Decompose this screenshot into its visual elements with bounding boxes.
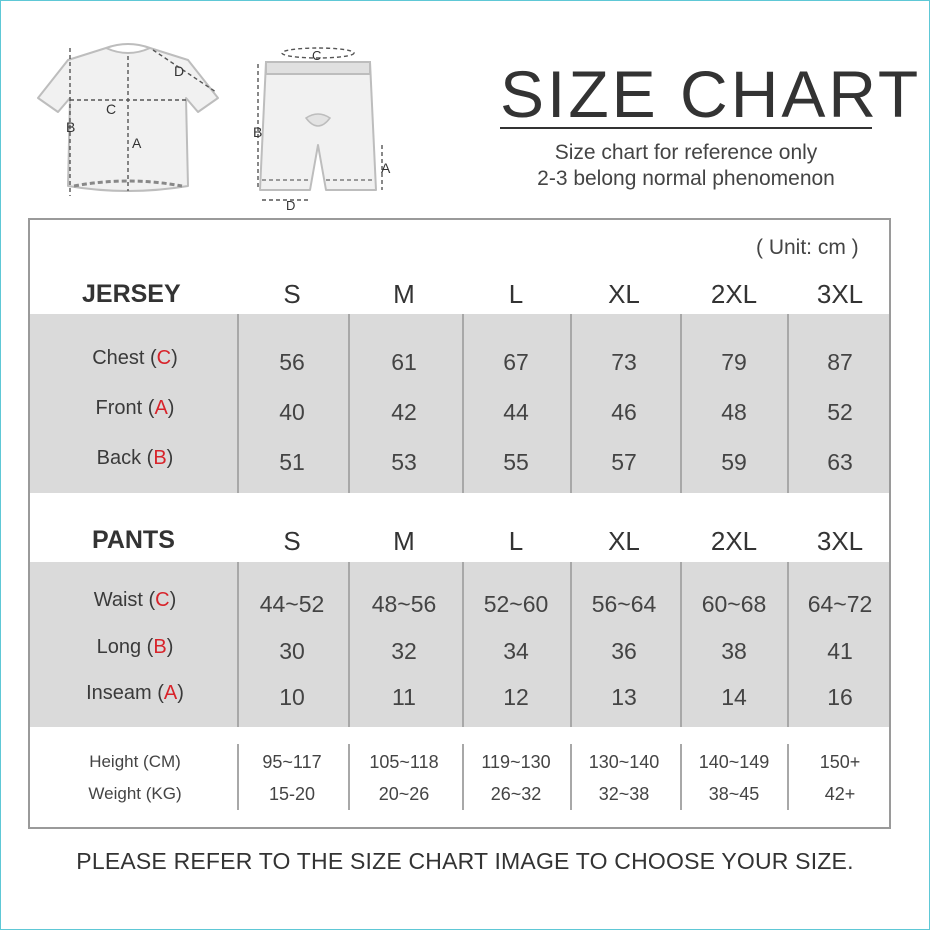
shorts-label-c: C bbox=[312, 48, 322, 63]
shorts-label-a: A bbox=[381, 160, 391, 176]
jersey-label-c: C bbox=[106, 101, 117, 117]
measure-code: A bbox=[163, 682, 178, 704]
footer-note: PLEASE REFER TO THE SIZE CHART IMAGE TO CHOOSE YOUR SIZE. bbox=[76, 848, 854, 874]
jersey-size-header: 2XL bbox=[710, 279, 758, 309]
pants-size-header: 2XL bbox=[710, 526, 758, 556]
jersey-label-b: B bbox=[66, 119, 76, 135]
jersey-cell: 52 bbox=[827, 399, 853, 425]
height-cell: 119~130 bbox=[481, 752, 551, 772]
jersey-cell: 53 bbox=[391, 449, 417, 475]
jersey-cell: 42 bbox=[391, 399, 417, 425]
jersey-row-label bbox=[55, 397, 215, 420]
pants-cell: 30 bbox=[279, 638, 305, 664]
height-cell: 105~118 bbox=[369, 752, 439, 772]
jersey-size-header: 3XL bbox=[816, 279, 864, 309]
pants-cell: 36 bbox=[611, 638, 637, 664]
height-label: Height (CM) bbox=[89, 752, 181, 771]
jersey-cell: 56 bbox=[279, 349, 305, 375]
jersey-cell: 46 bbox=[611, 399, 637, 425]
pants-cell: 41 bbox=[827, 638, 853, 664]
pants-cell: 38 bbox=[721, 638, 747, 664]
measure-code: C bbox=[155, 589, 170, 611]
row-label-text: Waist ( bbox=[93, 589, 156, 611]
pants-cell: 14 bbox=[721, 684, 747, 710]
jersey-cell: 73 bbox=[611, 349, 637, 375]
row-label-text: Back ( bbox=[96, 447, 154, 469]
jersey-diagram bbox=[28, 36, 228, 206]
pants-cell: 10 bbox=[279, 684, 305, 710]
jersey-cell: 40 bbox=[279, 399, 305, 425]
height-cell: 140~149 bbox=[698, 752, 770, 772]
jersey-size-header: XL bbox=[608, 279, 640, 309]
pants-cell: 56~64 bbox=[591, 591, 657, 617]
row-label-close: ) bbox=[169, 589, 177, 611]
measure-code: B bbox=[153, 636, 167, 658]
height-cell: 95~117 bbox=[262, 752, 322, 772]
jersey-label-a: A bbox=[132, 135, 142, 151]
pants-cell: 32 bbox=[391, 638, 417, 664]
measure-code: A bbox=[154, 397, 168, 419]
measure-code: B bbox=[153, 447, 167, 469]
pants-header: PANTS bbox=[92, 526, 175, 554]
pants-size-header: XL bbox=[608, 526, 640, 556]
measure-code: C bbox=[156, 347, 172, 369]
row-label-close: ) bbox=[167, 397, 175, 419]
jersey-label-d: D bbox=[174, 63, 185, 79]
jersey-size-header: S bbox=[283, 279, 301, 309]
jersey-cell: 44 bbox=[503, 399, 529, 425]
weight-cell: 42+ bbox=[824, 784, 856, 804]
title-divider bbox=[500, 127, 872, 129]
row-label-close: ) bbox=[166, 447, 174, 469]
jersey-cell: 57 bbox=[611, 449, 637, 475]
weight-cell: 26~32 bbox=[490, 784, 542, 804]
unit-label: ( Unit: cm ) bbox=[756, 236, 859, 259]
height-cell: 130~140 bbox=[588, 752, 660, 772]
row-label-close: ) bbox=[177, 682, 184, 704]
jersey-cell: 87 bbox=[827, 349, 853, 375]
jersey-cell: 55 bbox=[503, 449, 529, 475]
row-label-text: Inseam ( bbox=[86, 682, 164, 704]
pants-cell: 11 bbox=[392, 684, 416, 710]
jersey-cell: 63 bbox=[827, 449, 853, 475]
pants-cell: 60~68 bbox=[701, 591, 767, 617]
jersey-size-header: L bbox=[508, 279, 524, 309]
row-label-text: Chest ( bbox=[92, 347, 157, 369]
pants-row-label bbox=[55, 589, 215, 612]
pants-row-label bbox=[55, 682, 215, 705]
shorts-label-b: B bbox=[253, 124, 263, 140]
pants-cell: 16 bbox=[827, 684, 853, 710]
pants-cell: 64~72 bbox=[807, 591, 873, 617]
weight-label: Weight (KG) bbox=[88, 784, 182, 803]
row-label-text: Front ( bbox=[95, 397, 155, 419]
pants-cell: 34 bbox=[503, 638, 529, 664]
jersey-size-header: M bbox=[393, 279, 415, 309]
pants-cell: 48~56 bbox=[371, 591, 437, 617]
pants-cell: 52~60 bbox=[483, 591, 549, 617]
weight-cell: 15-20 bbox=[268, 784, 316, 804]
jersey-cell: 67 bbox=[503, 349, 529, 375]
row-label-close: ) bbox=[166, 636, 174, 658]
row-label-text: Long ( bbox=[96, 636, 154, 658]
height-cell: 150+ bbox=[819, 752, 861, 772]
weight-cell: 38~45 bbox=[708, 784, 760, 804]
jersey-cell: 79 bbox=[721, 349, 747, 375]
pants-size-header: M bbox=[393, 526, 415, 556]
pants-size-header: L bbox=[508, 526, 524, 556]
page-title: SIZE CHART bbox=[500, 57, 922, 131]
pants-size-header: 3XL bbox=[816, 526, 864, 556]
pants-cell: 44~52 bbox=[259, 591, 325, 617]
weight-cell: 32~38 bbox=[598, 784, 650, 804]
jersey-cell: 48 bbox=[721, 399, 747, 425]
jersey-row-label bbox=[55, 447, 215, 470]
pants-row-label bbox=[55, 636, 215, 659]
shorts-diagram bbox=[248, 40, 418, 210]
subtitle-line-1: Size chart for reference only bbox=[554, 141, 818, 164]
shorts-label-d: D bbox=[286, 198, 296, 210]
pants-size-header: S bbox=[283, 526, 301, 556]
jersey-row-label bbox=[55, 347, 215, 370]
jersey-cell: 59 bbox=[721, 449, 747, 475]
jersey-header: JERSEY bbox=[82, 280, 181, 308]
weight-cell: 20~26 bbox=[378, 784, 430, 804]
pants-cell: 12 bbox=[503, 684, 529, 710]
jersey-cell: 61 bbox=[391, 349, 417, 375]
jersey-cell: 51 bbox=[279, 449, 305, 475]
row-label-close: ) bbox=[171, 347, 178, 369]
pants-cell: 13 bbox=[611, 684, 637, 710]
subtitle-line-2: 2-3 belong normal phenomenon bbox=[537, 167, 835, 190]
